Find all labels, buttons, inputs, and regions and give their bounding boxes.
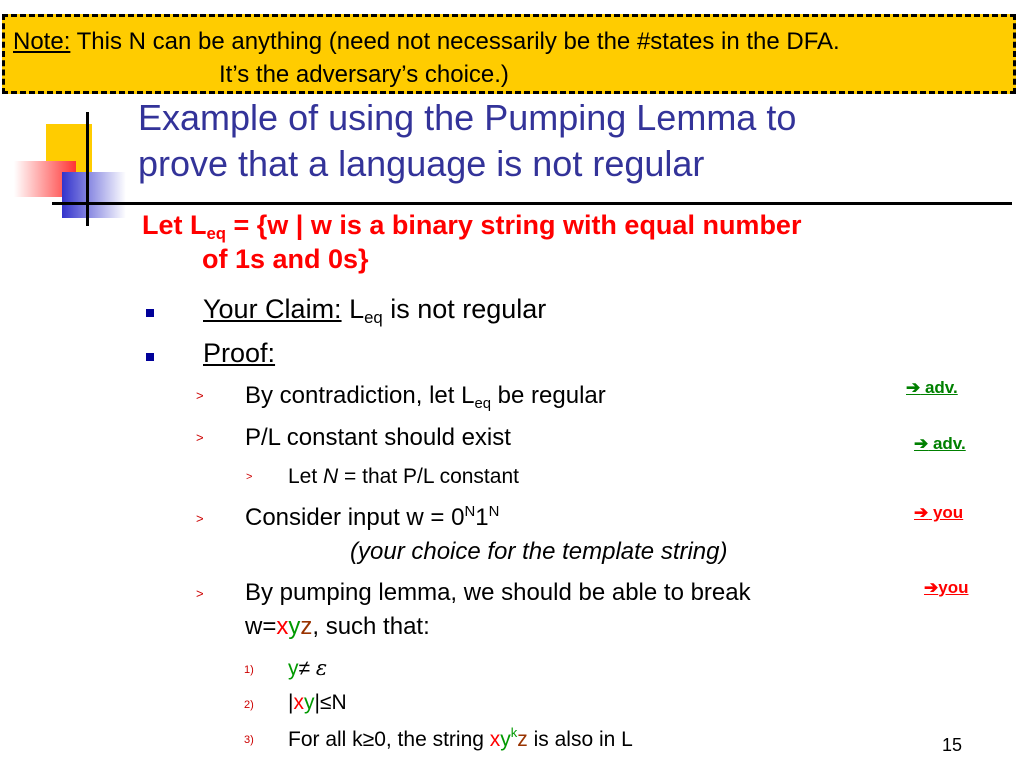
- title-line-2: prove that a language is not regular: [138, 143, 705, 184]
- arrow-right-icon: ➔: [914, 503, 929, 522]
- step-let-n-n: N: [323, 465, 339, 488]
- step-break-y: y: [288, 613, 301, 640]
- step-contradiction: [245, 382, 606, 412]
- chevron-bullet-icon: >: [196, 586, 204, 601]
- claim-sub: eq: [364, 308, 383, 327]
- note-line-1: [13, 26, 840, 57]
- chevron-bullet-icon: >: [246, 471, 253, 483]
- step-input-sup1: N: [464, 504, 476, 520]
- condition-number: 2): [244, 699, 254, 711]
- definition-line-2: of 1s and 0s}: [202, 244, 369, 274]
- note-box: [2, 14, 1016, 94]
- step-break-rest: , such that:: [312, 613, 430, 640]
- side-note-adv-1: [906, 378, 958, 398]
- condition-1-epsilon: ε: [315, 656, 328, 680]
- step-constant: P/L constant should exist: [245, 424, 511, 451]
- condition-3-x: x: [489, 728, 501, 751]
- proof-line: [203, 338, 275, 369]
- side-note-you-1: [914, 503, 963, 523]
- claim-rest: is not regular: [382, 294, 547, 324]
- title-line-1: Example of using the Pumping Lemma to: [138, 97, 797, 138]
- side-note-you-2-text: you: [938, 578, 969, 597]
- step-break-line-2: [245, 613, 430, 641]
- note-text-1: This N can be anything (need not necessarily be the #states in the DFA.: [70, 28, 840, 55]
- step-let-n-a: Let: [288, 465, 324, 488]
- note-label: Note:: [13, 28, 71, 55]
- note-line-2: It’s the adversary’s choice.): [219, 61, 509, 88]
- arrow-right-icon: ➔: [906, 378, 921, 397]
- chevron-bullet-icon: >: [196, 511, 204, 526]
- logo-horizontal-line: [52, 202, 1012, 205]
- condition-3-k: k: [510, 725, 518, 740]
- condition-2-x: x: [293, 691, 304, 714]
- step-input: [245, 504, 499, 532]
- bullet-square-icon: [146, 309, 154, 317]
- chevron-bullet-icon: >: [196, 388, 204, 403]
- definition-line-1: [142, 210, 801, 244]
- condition-3-a: For all k≥0, the string: [288, 728, 490, 751]
- step-input-sup2: N: [488, 504, 500, 520]
- claim-l: L: [341, 294, 365, 324]
- side-note-you-2: [924, 578, 968, 598]
- logo-vertical-line: [86, 112, 89, 226]
- side-note-adv-2: [914, 434, 966, 454]
- bullet-square-icon: [146, 353, 154, 361]
- step-let-n-b: = that P/L constant: [338, 465, 519, 488]
- step-break-z: z: [300, 613, 313, 640]
- step-choice: (your choice for the template string): [350, 538, 728, 565]
- page-number: 15: [942, 735, 963, 755]
- condition-2-rest: |≤N: [314, 691, 347, 714]
- condition-number: 1): [244, 664, 254, 676]
- step-input-a: Consider input w = 0: [245, 504, 465, 531]
- condition-1: [288, 656, 327, 681]
- step-let-n: [288, 465, 519, 489]
- step-contradiction-sub: eq: [474, 396, 491, 412]
- side-note-adv-1-text: adv.: [920, 378, 958, 397]
- condition-2: [288, 691, 347, 715]
- step-contradiction-a: By contradiction, let L: [245, 382, 475, 409]
- condition-3-b: is also in L: [527, 728, 633, 751]
- chevron-bullet-icon: >: [196, 430, 204, 445]
- proof-label: Proof:: [203, 338, 276, 368]
- step-contradiction-b: be regular: [491, 382, 606, 409]
- claim-label: Your Claim:: [203, 294, 342, 324]
- condition-2-y: y: [303, 691, 315, 714]
- slide-title: [138, 95, 796, 187]
- step-break-w: w=: [245, 613, 277, 640]
- arrow-right-icon: ➔: [914, 434, 929, 453]
- step-break-x: x: [276, 613, 289, 640]
- definition-prefix: Let L: [142, 210, 207, 240]
- condition-3-z: z: [517, 728, 528, 751]
- condition-1-neq: ≠: [298, 657, 316, 680]
- condition-1-y: y: [288, 657, 299, 680]
- logo-blue-square: [62, 172, 126, 218]
- step-break-line-1: By pumping lemma, we should be able to break: [245, 579, 751, 606]
- side-note-you-1-text: you: [928, 503, 964, 522]
- definition-rest: = {w | w is a binary string with equal number: [226, 210, 802, 240]
- condition-3-y: y: [500, 728, 511, 751]
- condition-3: [288, 725, 633, 752]
- claim-line: [203, 294, 546, 328]
- step-input-b: 1: [475, 504, 489, 531]
- arrow-right-icon: ➔: [924, 578, 939, 597]
- side-note-adv-2-text: adv.: [928, 434, 966, 453]
- condition-number: 3): [244, 734, 254, 746]
- definition-sub: eq: [206, 224, 227, 243]
- condition-2-bar: |: [288, 691, 294, 714]
